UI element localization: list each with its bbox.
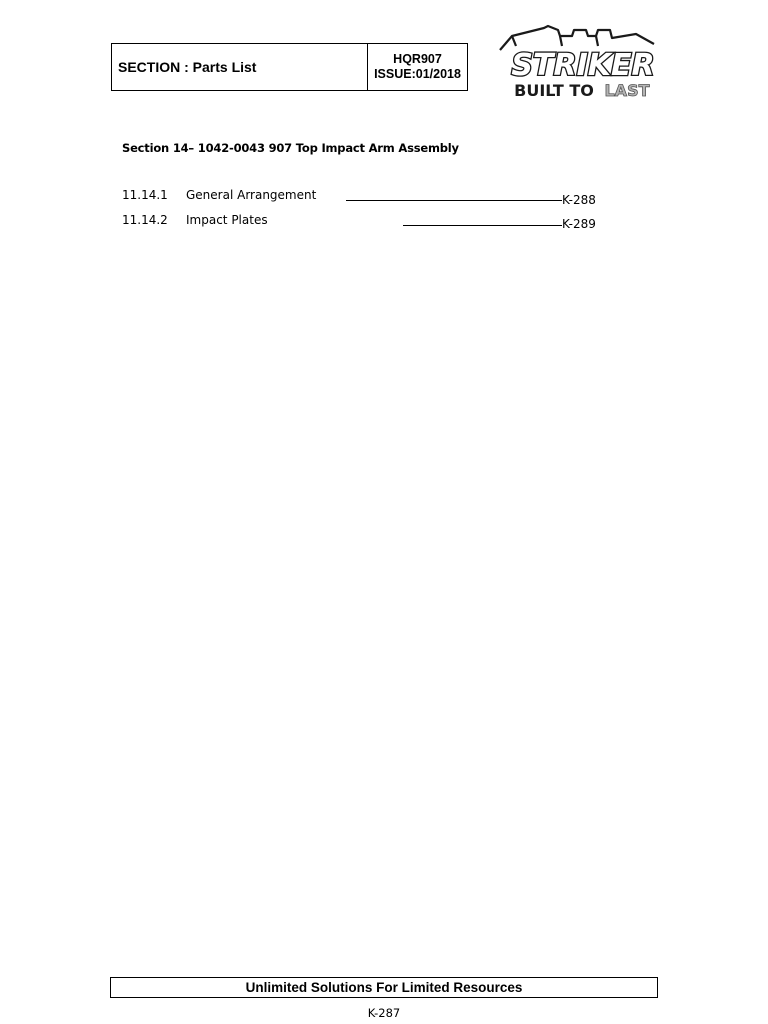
logo-brand-text: STRIKER bbox=[511, 48, 655, 83]
header-box bbox=[111, 43, 468, 91]
striker-logo bbox=[486, 22, 676, 100]
toc-leader-line bbox=[346, 200, 562, 201]
toc-entry[interactable] bbox=[0, 188, 768, 208]
footer-slogan: Unlimited Solutions For Limited Resources bbox=[110, 977, 658, 998]
model-code: HQR907 bbox=[393, 52, 442, 66]
toc-leader-line bbox=[403, 225, 562, 226]
toc-entry-label: General Arrangement bbox=[186, 188, 317, 202]
toc-entry[interactable] bbox=[0, 213, 768, 233]
page-number: K-287 bbox=[367, 1006, 401, 1020]
toc-entry-page: K-288 bbox=[562, 193, 596, 207]
logo-tagline-accent: LAST bbox=[604, 81, 650, 100]
issue-date: ISSUE:01/2018 bbox=[374, 67, 461, 81]
machine-silhouette-icon bbox=[500, 26, 654, 50]
section-title: Section 14– 1042-0043 907 Top Impact Arm Assembly bbox=[122, 141, 459, 155]
section-label: SECTION : Parts List bbox=[112, 44, 368, 90]
toc-entry-number: 11.14.2 bbox=[122, 213, 168, 227]
toc-entry-page: K-289 bbox=[562, 217, 596, 231]
document-id bbox=[368, 44, 467, 90]
toc-entry-label: Impact Plates bbox=[186, 213, 268, 227]
toc-entry-number: 11.14.1 bbox=[122, 188, 168, 202]
logo-tagline-text: BUILT TO bbox=[514, 81, 594, 100]
